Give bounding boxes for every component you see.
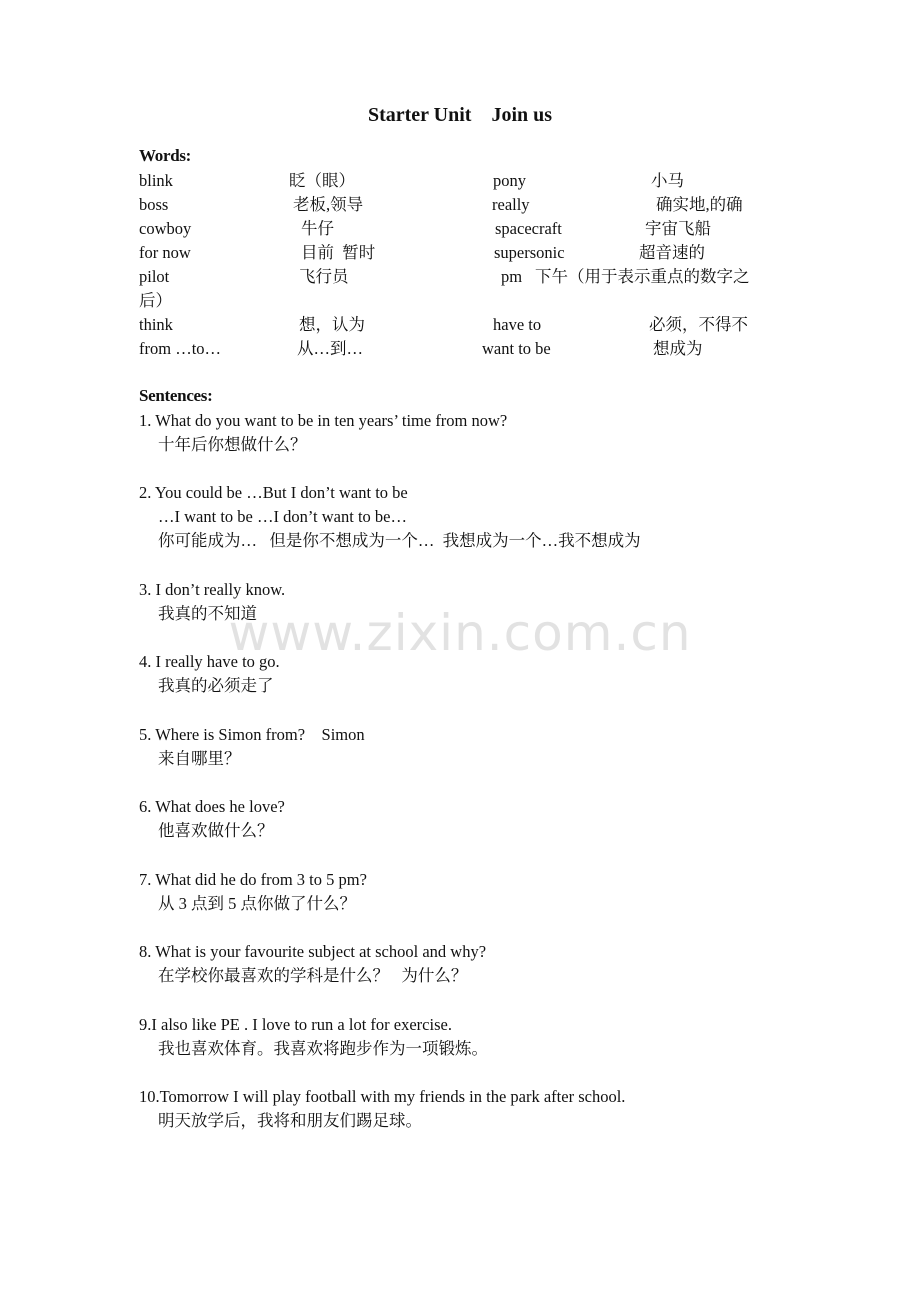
sentence-7 [139, 868, 367, 916]
word-en: cowboy [139, 219, 192, 238]
word-en: think [139, 315, 173, 334]
sentence-en-continued: …I want to be …I don’t want to be… [158, 507, 407, 526]
word-zh: 想，认为 [299, 315, 365, 334]
sentence-en: 3. I don’t really know. [139, 580, 286, 599]
sentence-8 [139, 940, 486, 988]
word-zh: 超音速的 [639, 243, 705, 262]
word-en: want to be [482, 339, 551, 358]
page-title: Starter Unit Join us [367, 104, 553, 126]
word-zh: 宇宙飞船 [645, 219, 711, 238]
sentence-en: 10.Tomorrow I will play football with my friends in the park after school. [139, 1087, 626, 1106]
sentence-9 [139, 1013, 488, 1061]
sentences-label: Sentences: [139, 386, 213, 405]
word-zh: 想成为 [653, 339, 703, 358]
word-en: from …to… [139, 339, 222, 358]
sentence-zh: 他喜欢做什么？ [158, 821, 274, 840]
word-zh: 飞行员 [299, 267, 349, 286]
sentence-en: 1. What do you want to be in ten years’ time from now? [139, 411, 508, 430]
word-en: really [492, 195, 530, 214]
word-zh-wrap: 后） [139, 291, 172, 310]
word-en: supersonic [494, 243, 565, 262]
word-en: have to [493, 315, 542, 334]
word-zh: 必须，不得不 [649, 315, 748, 334]
sentence-en: 2. You could be …But I don’t want to be [139, 483, 408, 502]
watermark: www.zixin.com.cn [228, 604, 692, 662]
sentence-en: 7. What did he do from 3 to 5 pm? [139, 870, 367, 889]
sentence-en: 6. What does he love? [139, 797, 285, 816]
word-en: pm [501, 267, 523, 286]
words-label: Words: [139, 146, 192, 165]
sentence-3 [139, 578, 285, 626]
sentence-6 [139, 795, 285, 843]
sentence-zh: 我真的不知道 [158, 604, 257, 623]
sentence-zh: 我也喜欢体育。我喜欢将跑步作为一项锻炼。 [158, 1039, 488, 1058]
word-zh: 从…到… [297, 339, 363, 358]
sentence-1 [139, 409, 507, 457]
sentence-zh: 我真的必须走了 [158, 676, 274, 695]
sentence-zh: 在学校你最喜欢的学科是什么？ 为什么？ [158, 966, 468, 985]
word-zh: 下午（用于表示重点的数字之 [535, 267, 750, 286]
sentence-en: 8. What is your favourite subject at school and why? [139, 942, 487, 961]
word-zh: 目前 暂时 [301, 243, 376, 262]
word-en: boss [139, 195, 169, 214]
word-zh: 牛仔 [301, 219, 334, 238]
word-zh: 老板,领导 [293, 195, 364, 214]
sentence-2 [139, 481, 641, 553]
word-en: for now [139, 243, 191, 262]
word-en: pony [493, 171, 526, 190]
sentence-5 [139, 723, 365, 771]
sentence-en: 4. I really have to go. [139, 652, 280, 671]
word-en: blink [139, 171, 173, 190]
word-zh: 小马 [651, 171, 684, 190]
word-zh: 确实地,的确 [656, 195, 743, 214]
word-zh: 眨（眼） [289, 171, 355, 190]
sentence-4 [139, 650, 280, 698]
sentence-zh: 十年后你想做什么？ [158, 435, 307, 454]
sentence-zh: 明天放学后，我将和朋友们踢足球。 [158, 1111, 422, 1130]
sentence-en: 9.I also like PE . I love to run a lot for exercise. [139, 1015, 452, 1034]
word-en: pilot [139, 267, 170, 286]
sentence-zh: 你可能成为… 但是你不想成为一个… 我想成为一个…我不想成为 [158, 531, 641, 550]
sentence-zh: 来自哪里？ [158, 749, 241, 768]
word-en: spacecraft [495, 219, 562, 238]
sentence-10 [139, 1085, 625, 1133]
sentence-en: 5. Where is Simon from? Simon [139, 725, 365, 744]
sentence-zh: 从 3 点到 5 点你做了什么？ [158, 894, 356, 913]
